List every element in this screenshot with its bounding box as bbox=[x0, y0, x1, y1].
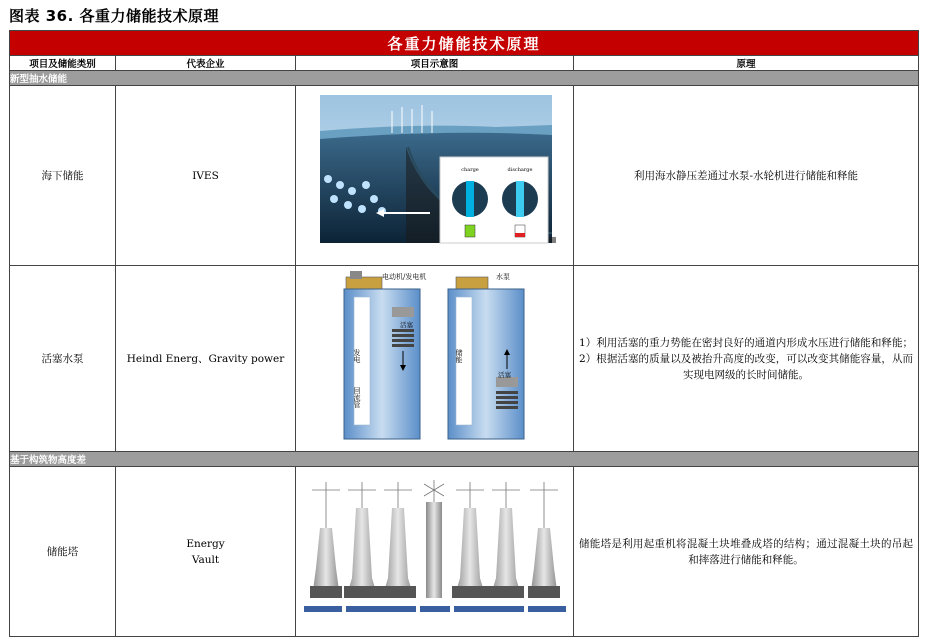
row-principle: 利用海水静压差通过水泵-水轮机进行储能和释能 bbox=[574, 86, 919, 266]
row-company: IVES bbox=[116, 86, 296, 266]
diagram-cell bbox=[296, 266, 574, 452]
undersea-storage-diagram bbox=[296, 87, 574, 265]
row-category: 活塞水泵 bbox=[10, 266, 116, 452]
piston-label-left: 活塞 bbox=[400, 320, 413, 329]
table-row bbox=[10, 86, 919, 266]
piston-pump-diagram bbox=[296, 267, 574, 451]
section-label-pumped-hydro: 新型抽水储能 bbox=[10, 71, 919, 86]
table-banner: 各重力储能技术原理 bbox=[10, 31, 919, 56]
piston-label-right: 活塞 bbox=[498, 370, 511, 379]
row-company: Heindl Energ、Gravity power bbox=[116, 266, 296, 452]
diagram-cell bbox=[296, 467, 574, 637]
header-diagram: 项目示意图 bbox=[296, 56, 574, 71]
figure-title: 图表 36. 各重力储能技术原理 bbox=[9, 7, 220, 25]
row-principle: 储能塔是利用起重机将混凝土块堆叠成塔的结构；通过混凝土块的吊起和摔落进行储能和释能。 bbox=[574, 467, 919, 637]
header-principle: 原理 bbox=[574, 56, 919, 71]
generate-label: 发电 bbox=[353, 348, 361, 363]
table-row bbox=[10, 467, 919, 637]
header-category: 项目及储能类别 bbox=[10, 56, 116, 71]
row-category: 储能塔 bbox=[10, 467, 116, 637]
row-principle: 1）利用活塞的重力势能在密封良好的通道内形成水压进行储能和释能；2）根据活塞的质量以及被抬升高度的改变，可以改变其储能容量，从而实现电网级的长时间储能。 bbox=[574, 266, 919, 452]
pump-label: 水泵 bbox=[496, 272, 510, 281]
energy-tower-diagram bbox=[296, 468, 574, 636]
return-pipe-label: 回流管 bbox=[353, 386, 361, 408]
row-category: 海下储能 bbox=[10, 86, 116, 266]
motor-label: 电动机/发电机 bbox=[382, 272, 427, 281]
charge-label: charge bbox=[461, 166, 479, 173]
row-company bbox=[116, 467, 296, 637]
section-label-structure-height: 基于构筑物高度差 bbox=[10, 452, 919, 467]
gravity-storage-table bbox=[9, 30, 919, 637]
company-line-1: Energy bbox=[186, 537, 225, 550]
diagram-cell bbox=[296, 86, 574, 266]
table-row bbox=[10, 266, 919, 452]
company-line-2: Vault bbox=[191, 553, 220, 566]
discharge-label: discharge bbox=[507, 166, 533, 173]
header-company: 代表企业 bbox=[116, 56, 296, 71]
store-label: 储能 bbox=[455, 348, 463, 363]
